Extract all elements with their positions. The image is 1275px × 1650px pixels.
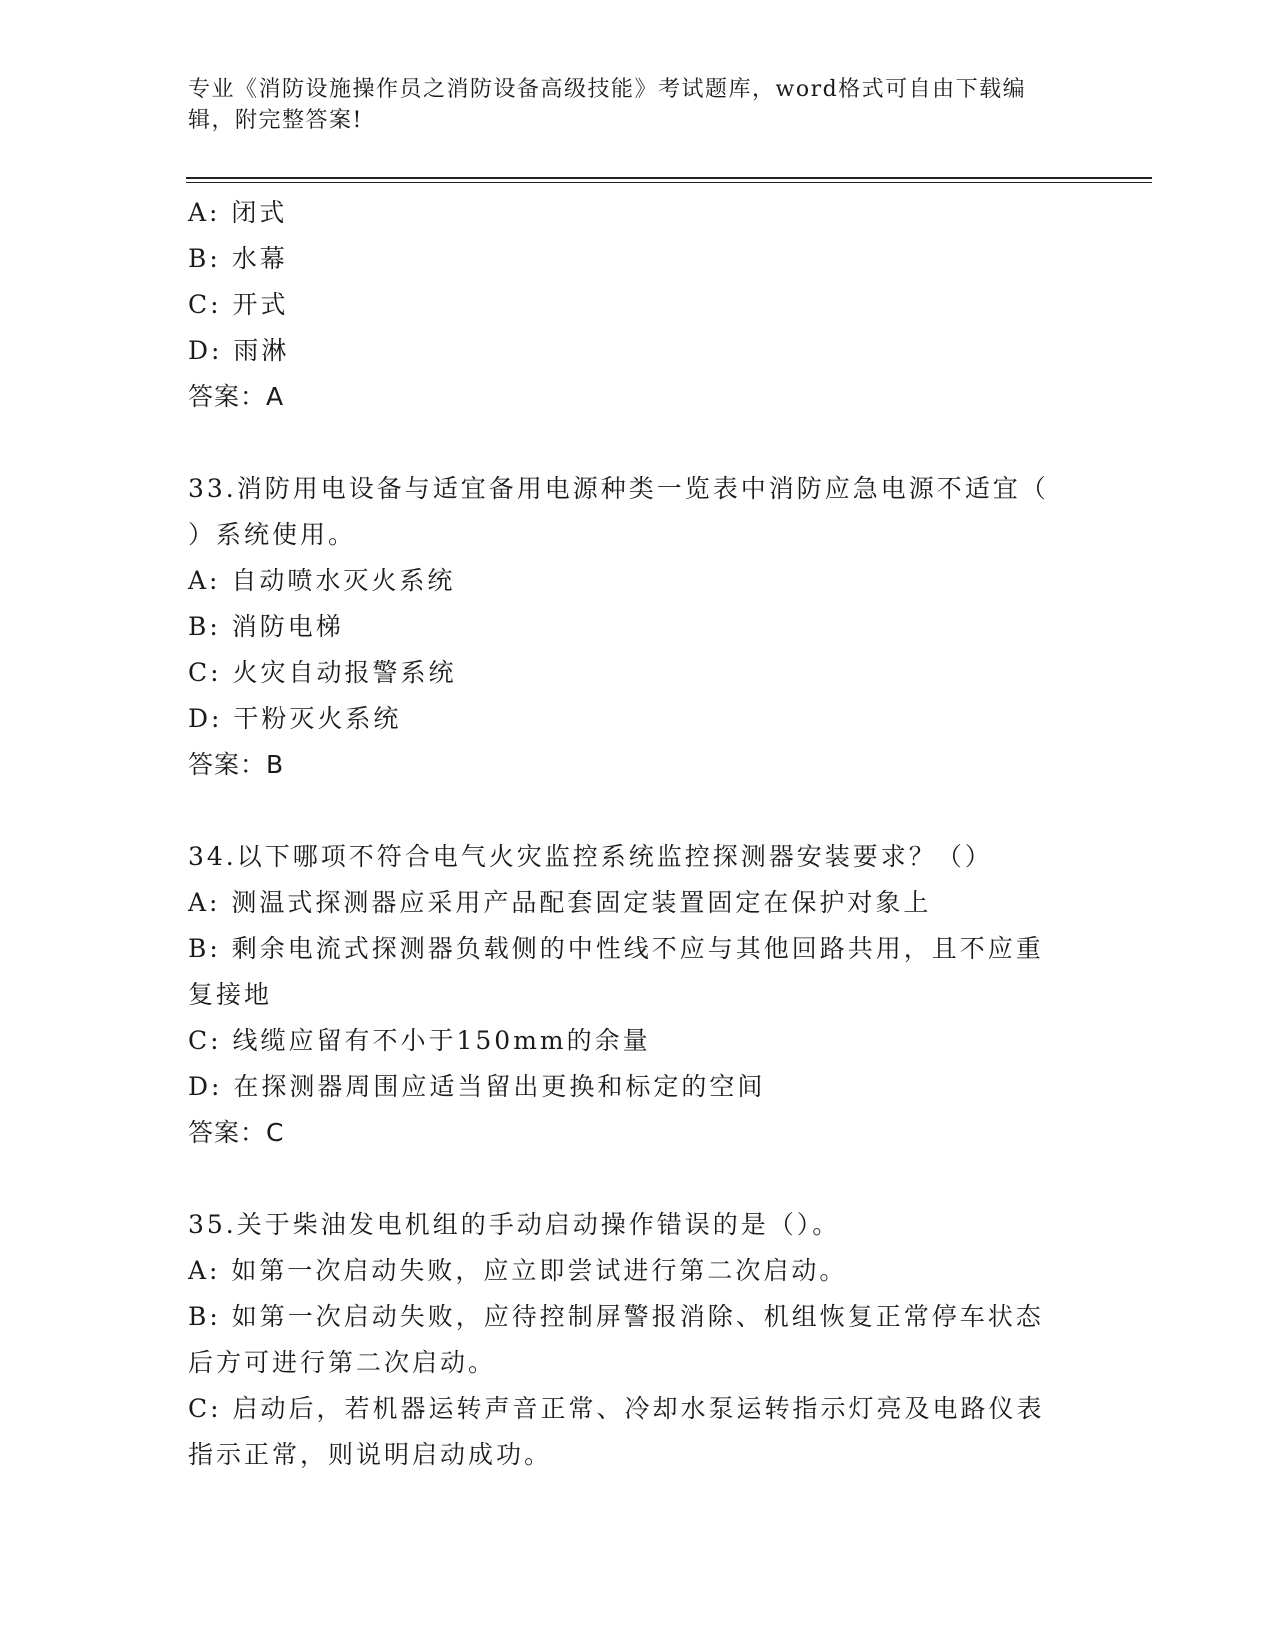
option-a: A: 闭式 [188, 198, 288, 227]
spacer [188, 788, 1068, 834]
option-b-continued: 复接地 [188, 980, 273, 1009]
document-header [188, 74, 1068, 136]
option-c: C: 启动后，若机器运转声音正常、冷却水泵运转指示灯亮及电路仪表 [188, 1394, 1045, 1423]
option-c: C: 线缆应留有不小于150mm的余量 [188, 1026, 651, 1055]
header-divider-thick [186, 177, 1152, 179]
question-stem-continued: ）系统使用。 [188, 520, 357, 549]
option-d: D: 雨淋 [188, 336, 290, 365]
option-d: D: 在探测器周围应适当留出更换和标定的空间 [188, 1072, 766, 1101]
answer-label: 答案：B [188, 750, 285, 779]
question-stem: 33.消防用电设备与适宜备用电源种类一览表中消防应急电源不适宜（ [188, 474, 1049, 503]
option-b: B: 消防电梯 [188, 612, 344, 641]
question-34 [188, 834, 1068, 1156]
option-c: C: 火灾自动报警系统 [188, 658, 457, 687]
question-32 [188, 190, 1068, 420]
option-b: B: 如第一次启动失败，应待控制屏警报消除、机组恢复正常停车状态 [188, 1302, 1044, 1331]
option-a: A: 如第一次启动失败，应立即尝试进行第二次启动。 [188, 1256, 848, 1285]
question-35 [188, 1202, 1068, 1478]
header-line-1: 专业《消防设施操作员之消防设备高级技能》考试题库，word格式可自由下载编 [188, 77, 1027, 102]
header-divider-thin [186, 182, 1152, 183]
question-content [188, 190, 1068, 1478]
option-c-continued: 指示正常，则说明启动成功。 [188, 1440, 553, 1469]
option-d: D: 干粉灭火系统 [188, 704, 402, 733]
spacer [188, 420, 1068, 466]
option-c: C: 开式 [188, 290, 289, 319]
question-33 [188, 466, 1068, 788]
option-b-continued: 后方可进行第二次启动。 [188, 1348, 497, 1377]
answer-label: 答案：A [188, 382, 285, 411]
spacer [188, 1156, 1068, 1202]
option-b: B: 剩余电流式探测器负载侧的中性线不应与其他回路共用，且不应重 [188, 934, 1044, 963]
question-stem: 34.以下哪项不符合电气火灾监控系统监控探测器安装要求？（） [188, 842, 993, 871]
answer-label: 答案：C [188, 1118, 285, 1147]
option-b: B: 水幕 [188, 244, 288, 273]
option-a: A: 测温式探测器应采用产品配套固定装置固定在保护对象上 [188, 888, 932, 917]
header-line-2: 辑，附完整答案! [188, 108, 363, 133]
question-stem: 35.关于柴油发电机组的手动启动操作错误的是（）。 [188, 1210, 841, 1239]
option-a: A: 自动喷水灭火系统 [188, 566, 456, 595]
